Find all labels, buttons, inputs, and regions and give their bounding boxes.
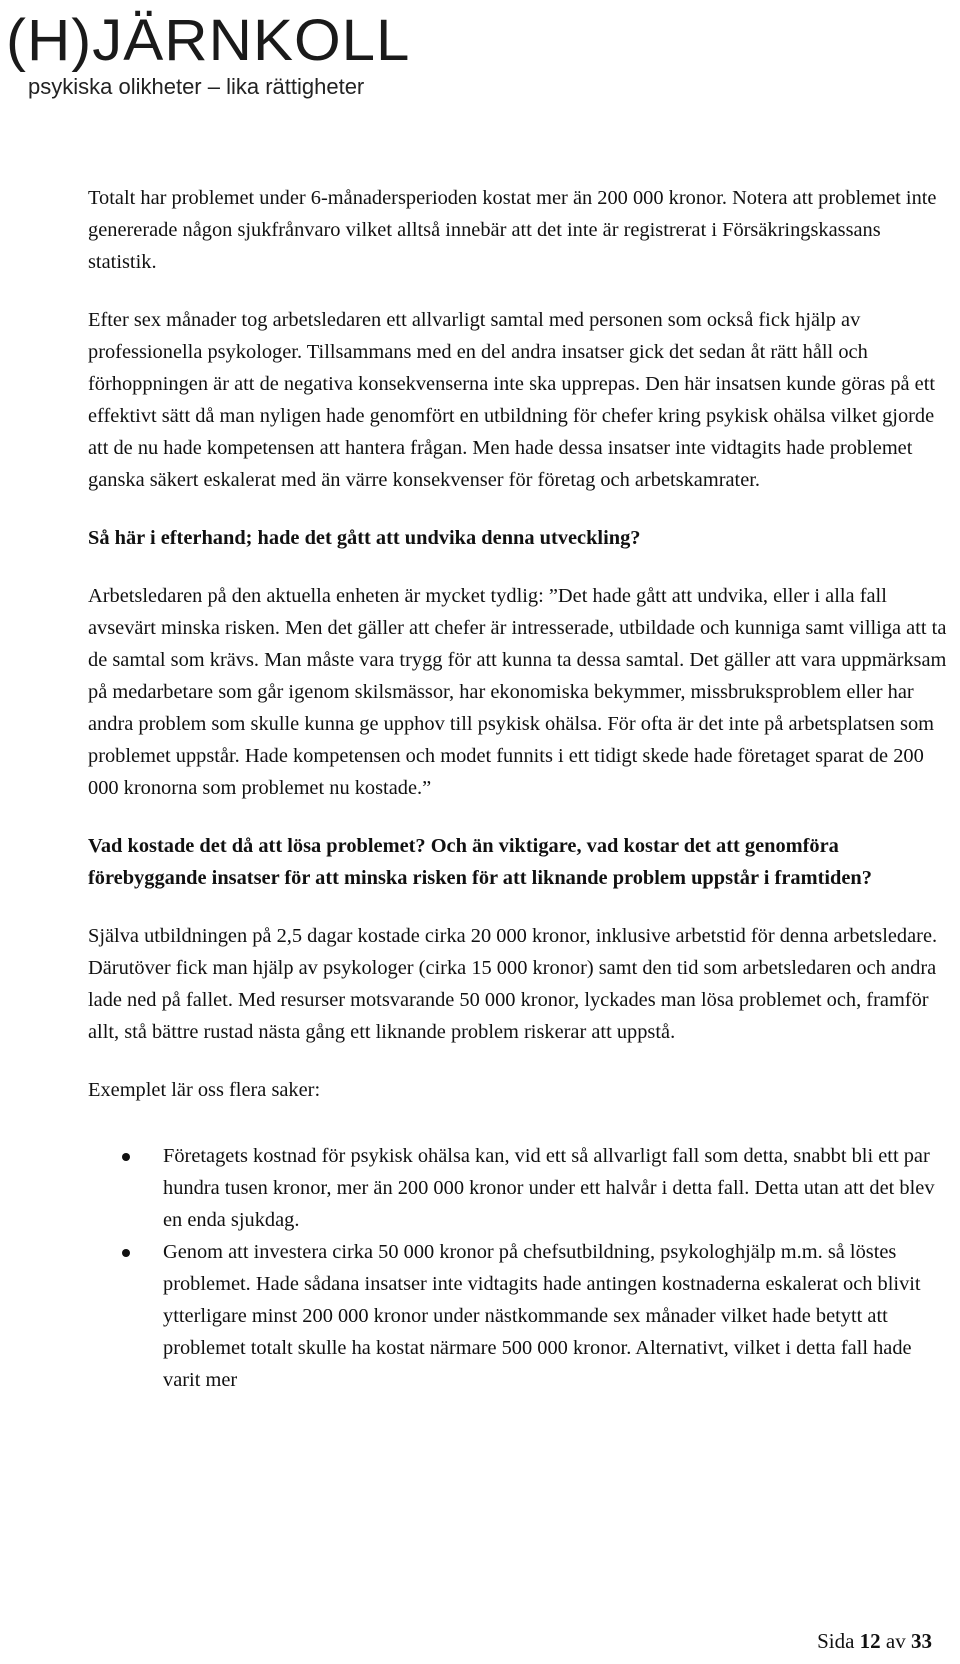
- page-label: Sida: [817, 1629, 855, 1653]
- bullet-icon: [122, 1153, 130, 1161]
- paragraph-cost-summary: Totalt har problemet under 6-månadersperioden kostat mer än 200 000 kronor. Notera att problemet inte genererade någon sjukfrånvaro vilket alltså innebär att det inte är registrerat i Försäkringskassans statistik.: [88, 187, 937, 273]
- list-item: [88, 1236, 948, 1396]
- logo-title: (H)JÄRNKOLL: [6, 7, 411, 73]
- logo-subtitle: psykiska olikheter – lika rättigheter: [28, 74, 365, 99]
- paragraph-lessons-intro: Exemplet lär oss flera saker:: [88, 1079, 321, 1101]
- total-pages: 33: [911, 1629, 932, 1653]
- paragraph-intervention: Efter sex månader tog arbetsledaren ett allvarligt samtal med personen som också fick hjälp av professionella psykologer. Tillsammans med en del andra insatser gick det sedan åt rätt håll och förhoppningen är att de negativa konsekvenserna inte ska upprepas. Den här insatsen kunde göras på ett effektivt sätt då man nyligen hade genomfört en utbildning för chefer kring psykisk ohälsa vilket gjorde att de nu hade kompetensen att hantera frågan. Men hade dessa insatser inte vidtagits hade problemet ganska säkert eskalerat med än värre konsekvenser för företag och arbetskamrater.: [88, 309, 936, 491]
- page-number: [817, 1628, 932, 1654]
- document-body: [88, 182, 948, 1396]
- list-item: [88, 1140, 948, 1236]
- current-page: 12: [859, 1629, 881, 1653]
- lessons-list: [88, 1140, 948, 1396]
- list-item-text: Företagets kostnad för psykisk ohälsa kan, vid ett så allvarligt fall som detta, snabbt bli ett par hundra tusen kronor, mer än 200 000 kronor under ett halvår i detta fall. Detta utan att det blev en enda sjukdag.: [163, 1145, 935, 1231]
- paragraph-training-cost: Själva utbildningen på 2,5 dagar kostade cirka 20 000 kronor, inklusive arbetstid för denna arbetsledare. Därutöver fick man hjälp av psykologer (cirka 15 000 kronor) samt den tid som arbetsledaren och andra lade ned på fallet. Med resurser motsvarande 50 000 kronor, lyckades man lösa problemet och, framför allt, stå bättre rustad nästa gång ett liknande problem riskerar att uppstå.: [88, 925, 938, 1043]
- organization-logo: [6, 7, 411, 100]
- heading-cost-question: Vad kostade det då att lösa problemet? Och än viktigare, vad kostar det att genomföra förebyggande insatser för att minska risken för att liknande problem uppstår i framtiden?: [88, 835, 872, 889]
- list-item-text: Genom att investera cirka 50 000 kronor på chefsutbildning, psykologhjälp m.m. så löstes problemet. Hade sådana insatser inte vidtagits hade antingen kostnaderna eskalerat och blivit ytterligare minst 200 000 kronor under nästkommande sex månader vilket hade betytt att problemet totalt skulle ha kostat närmare 500 000 kronor. Alternativt, vilket i detta fall hade varit mer: [163, 1241, 921, 1391]
- page-of-label: av: [885, 1629, 906, 1653]
- paragraph-manager-quote: Arbetsledaren på den aktuella enheten är mycket tydlig: ”Det hade gått att undvika, eller i alla fall avsevärt minska risken. Men det gäller att chefer är intresserade, utbildade och kunniga samt villiga att ta de samtal som krävs. Man måste vara trygg för att kunna ta dessa samtal. Det gäller att vara uppmärksam på medarbetare som går igenom skilsmässor, har ekonomiska bekymmer, missbruksproblem eller har andra problem som skulle kunna ge upphov till psykisk ohälsa. För ofta är det inte på arbetsplatsen som problemet uppstår. Hade kompetensen och modet funnits i ett tidigt skede hade företaget sparat de 200 000 kronorna som problemet nu kostade.”: [88, 585, 947, 799]
- heading-avoidable: Så här i efterhand; hade det gått att undvika denna utveckling?: [88, 527, 641, 549]
- bullet-icon: [122, 1249, 130, 1257]
